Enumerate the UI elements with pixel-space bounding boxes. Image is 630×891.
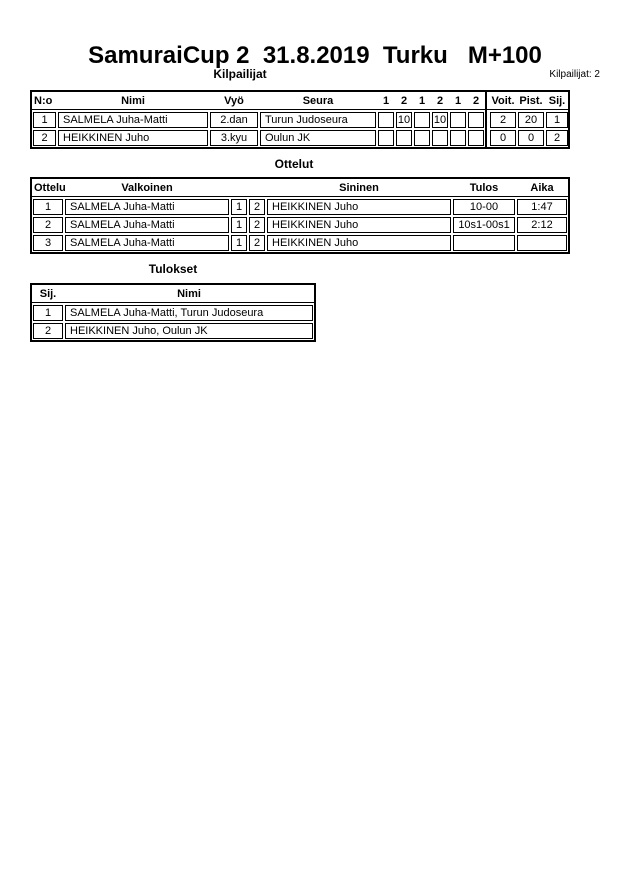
name-cell: SALMELA Juha-Matti bbox=[58, 112, 208, 128]
round-score-cell bbox=[450, 112, 466, 128]
round-score-cell bbox=[468, 112, 484, 128]
header-divider bbox=[32, 302, 314, 303]
time-cell: 1:47 bbox=[517, 199, 567, 215]
matches-table bbox=[30, 177, 570, 254]
blue-header: Sininen bbox=[339, 181, 379, 194]
competitors-heading: Kilpailijat bbox=[213, 67, 267, 81]
results-table bbox=[30, 283, 316, 342]
blue-no-header bbox=[249, 180, 265, 195]
competitor-row bbox=[33, 112, 568, 128]
result-name-cell: HEIKKINEN Juho, Oulun JK bbox=[65, 323, 313, 339]
points-cell: 20 bbox=[518, 112, 544, 128]
no-cell: 1 bbox=[33, 112, 56, 128]
round-score-cell bbox=[378, 112, 394, 128]
match-row bbox=[33, 235, 568, 251]
result-cell bbox=[453, 235, 515, 251]
place-cell: 2 bbox=[33, 323, 63, 339]
round-score-cell bbox=[450, 130, 466, 146]
match-no-cell: 1 bbox=[33, 199, 63, 215]
blue-name-cell: HEIKKINEN Juho bbox=[267, 235, 451, 251]
round-header: 2 bbox=[472, 94, 480, 107]
round-header: 1 bbox=[418, 94, 426, 107]
wins-header: Voit. bbox=[491, 94, 515, 107]
result-name-cell: SALMELA Juha-Matti, Turun Judoseura bbox=[65, 305, 313, 321]
time-cell: 2:12 bbox=[517, 217, 567, 233]
white-name-cell: SALMELA Juha-Matti bbox=[65, 235, 229, 251]
round-header: 2 bbox=[400, 94, 408, 107]
white-header: Valkoinen bbox=[121, 181, 173, 194]
header-divider bbox=[32, 196, 568, 197]
page-title: SamuraiCup 2 31.8.2019 Turku M+100 bbox=[88, 42, 542, 69]
round-header: 1 bbox=[382, 94, 390, 107]
round-header: 2 bbox=[436, 94, 444, 107]
round-score-cell bbox=[414, 112, 430, 128]
result-cell: 10s1-00s1 bbox=[453, 217, 515, 233]
blue-no-cell: 2 bbox=[249, 217, 265, 233]
round-score-cell: 10 bbox=[433, 114, 447, 126]
match-no-header: Ottelu bbox=[34, 181, 66, 194]
club-header: Seura bbox=[302, 94, 334, 107]
white-name-cell: SALMELA Juha-Matti bbox=[65, 199, 229, 215]
white-no-cell: 1 bbox=[231, 199, 247, 215]
points-cell: 0 bbox=[518, 130, 544, 146]
matches-header-row bbox=[33, 180, 568, 195]
belt-cell: 3.kyu bbox=[210, 130, 258, 146]
place-header: Sij. bbox=[39, 287, 57, 300]
place-cell: 2 bbox=[546, 130, 568, 146]
time-header: Aika bbox=[530, 181, 554, 194]
name-header: Nimi bbox=[121, 94, 145, 107]
wins-cell: 0 bbox=[490, 130, 516, 146]
blue-no-cell: 2 bbox=[249, 199, 265, 215]
match-row bbox=[33, 199, 568, 215]
match-no-cell: 2 bbox=[33, 217, 63, 233]
competitors-table bbox=[30, 90, 570, 149]
belt-header: Vyö bbox=[224, 94, 244, 107]
place-cell: 1 bbox=[546, 112, 568, 128]
round-score-cell bbox=[414, 130, 430, 146]
no-header: N:o bbox=[34, 94, 53, 107]
place-header: Sij. bbox=[548, 94, 566, 107]
results-heading: Tulokset bbox=[148, 262, 198, 276]
no-cell: 2 bbox=[33, 130, 56, 146]
results-header-row bbox=[33, 286, 314, 301]
summary-divider bbox=[485, 92, 487, 147]
round-score-cell bbox=[468, 130, 484, 146]
round-score-cell bbox=[396, 130, 412, 146]
white-no-cell: 1 bbox=[231, 217, 247, 233]
name-header: Nimi bbox=[177, 287, 201, 300]
blue-name-cell: HEIKKINEN Juho bbox=[267, 217, 451, 233]
matches-heading: Ottelut bbox=[274, 157, 314, 171]
result-header: Tulos bbox=[469, 181, 499, 194]
result-row bbox=[33, 323, 314, 339]
name-cell: HEIKKINEN Juho bbox=[58, 130, 208, 146]
match-row bbox=[33, 217, 568, 233]
place-cell: 1 bbox=[33, 305, 63, 321]
club-cell: Oulun JK bbox=[260, 130, 376, 146]
result-row bbox=[33, 305, 314, 321]
round-header: 1 bbox=[454, 94, 462, 107]
blue-name-cell: HEIKKINEN Juho bbox=[267, 199, 451, 215]
round-score-cell: 10 bbox=[397, 114, 411, 126]
competitor-count-label: Kilpailijat: 2 bbox=[549, 69, 600, 80]
header-divider bbox=[32, 109, 568, 110]
white-no-cell: 1 bbox=[231, 235, 247, 251]
white-name-cell: SALMELA Juha-Matti bbox=[65, 217, 229, 233]
wins-cell: 2 bbox=[490, 112, 516, 128]
belt-cell: 2.dan bbox=[210, 112, 258, 128]
competitor-row bbox=[33, 130, 568, 146]
points-header: Pist. bbox=[519, 94, 543, 107]
white-no-header bbox=[231, 180, 247, 195]
club-cell: Turun Judoseura bbox=[260, 112, 376, 128]
result-cell: 10-00 bbox=[453, 199, 515, 215]
competitors-header-row bbox=[33, 93, 568, 108]
round-score-cell bbox=[432, 130, 448, 146]
round-score-cell bbox=[378, 130, 394, 146]
blue-no-cell: 2 bbox=[249, 235, 265, 251]
time-cell bbox=[517, 235, 567, 251]
match-no-cell: 3 bbox=[33, 235, 63, 251]
